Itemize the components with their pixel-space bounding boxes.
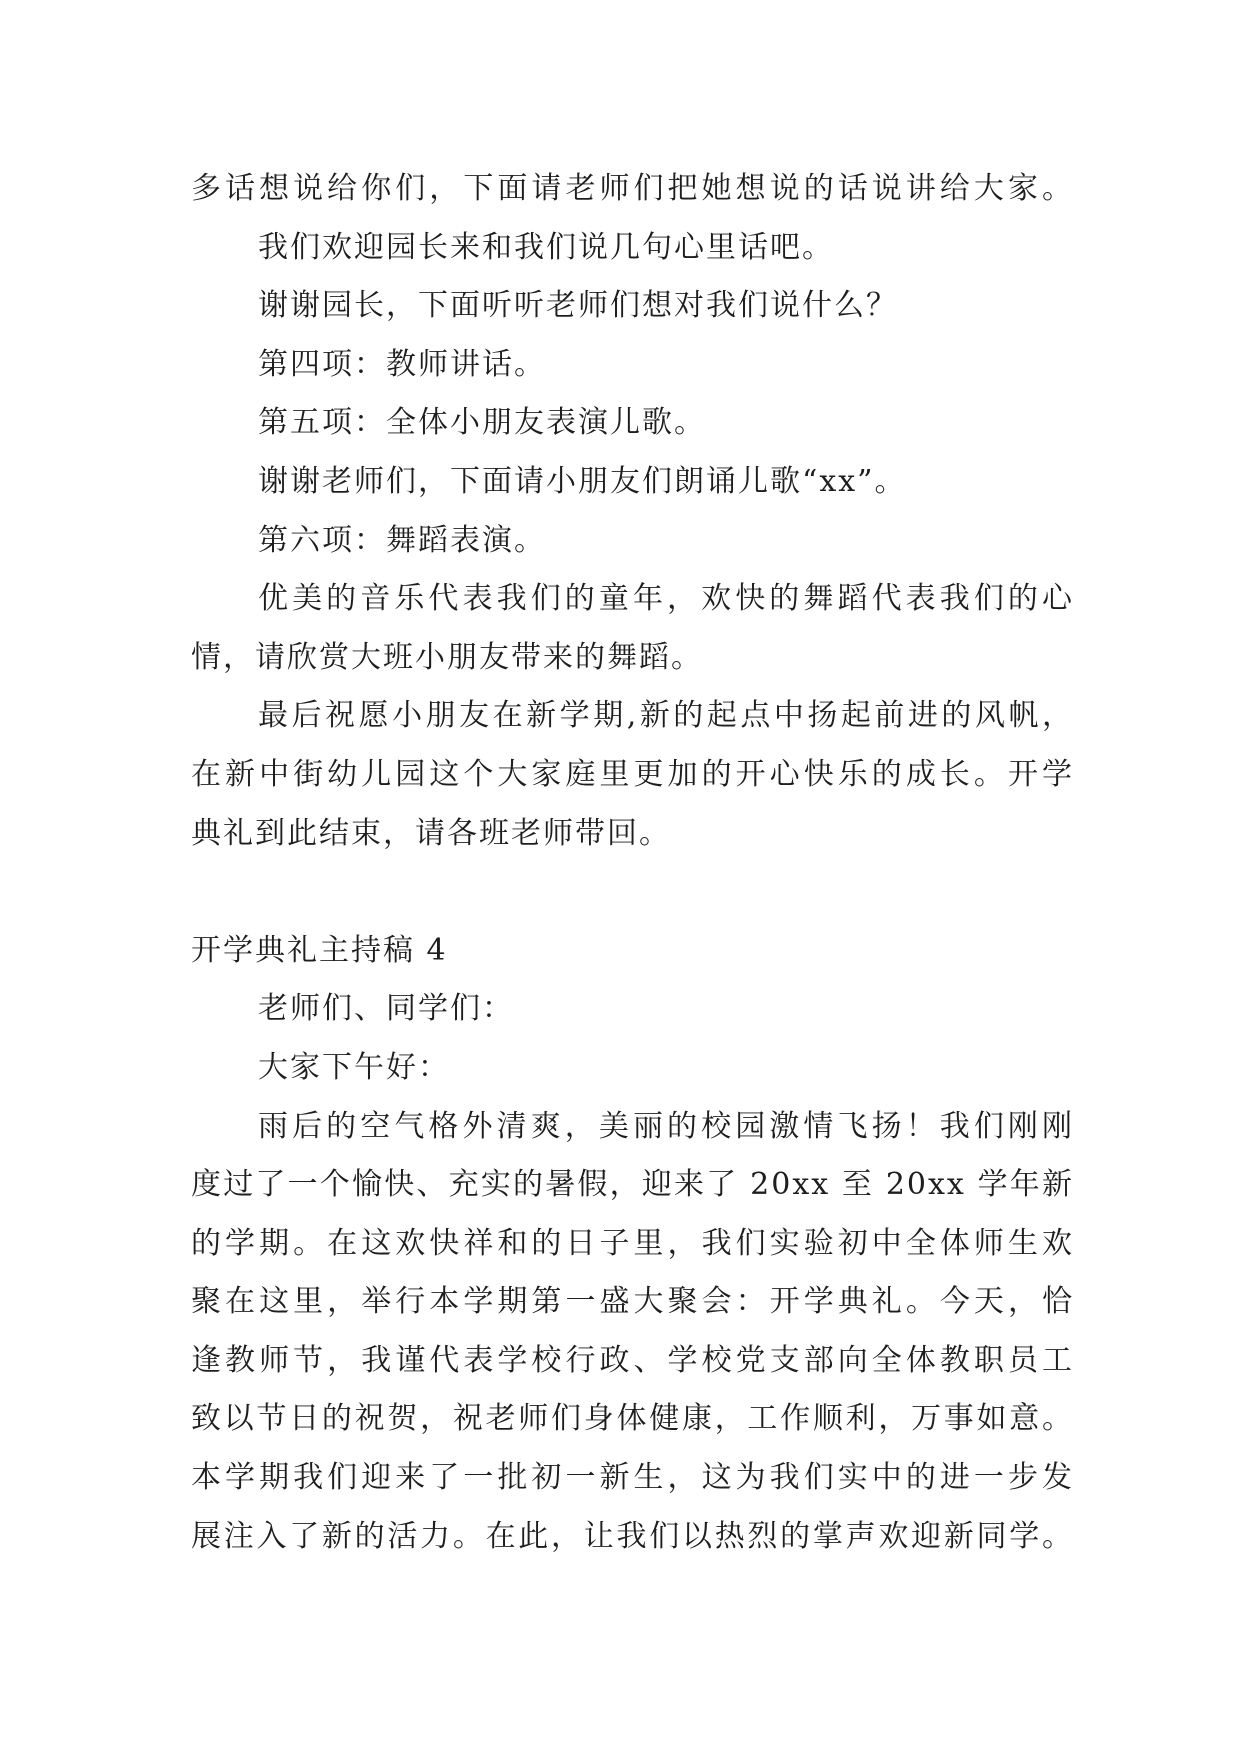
paragraph-line: 谢谢老师们，下面请小朋友们朗诵儿歌“xx”。 <box>258 463 907 499</box>
paragraph-line: 度过了一个愉快、充实的暑假，迎来了 20xx 至 20xx 学年新 <box>191 1167 1074 1203</box>
paragraph-line: 典礼到此结束，请各班老师带回。 <box>191 815 671 851</box>
section-2 <box>191 980 1074 1566</box>
paragraph-line: 致以节日的祝贺，祝老师们身体健康，工作顺利，万事如意。 <box>191 1401 1074 1437</box>
paragraph-line: 的学期。在这欢快祥和的日子里，我们实验初中全体师生欢 <box>191 1225 1074 1261</box>
paragraph-line: 本学期我们迎来了一批初一新生，这为我们实中的进一步发 <box>191 1460 1074 1496</box>
agenda-item-4: 第四项：教师讲话。 <box>258 346 546 382</box>
paragraph-line: 情，请欣赏大班小朋友带来的舞蹈。 <box>191 639 703 675</box>
paragraph-line: 逢教师节，我谨代表学校行政、学校党支部向全体教职员工 <box>191 1342 1074 1378</box>
paragraph-line: 最后祝愿小朋友在新学期,新的起点中扬起前进的风帆， <box>258 698 1074 734</box>
paragraph-line: 优美的音乐代表我们的童年，欢快的舞蹈代表我们的心 <box>258 581 1074 617</box>
paragraph-line: 雨后的空气格外清爽，美丽的校园激情飞扬！我们刚刚 <box>258 1108 1074 1144</box>
salutation: 老师们、同学们： <box>258 991 514 1027</box>
paragraph-line: 展注入了新的活力。在此，让我们以热烈的掌声欢迎新同学。 <box>191 1518 1074 1554</box>
agenda-item-5: 第五项：全体小朋友表演儿歌。 <box>258 405 706 441</box>
blank-line <box>191 863 1074 922</box>
paragraph-line: 多话想说给你们，下面请老师们把她想说的话说讲给大家。 <box>191 171 1074 206</box>
document-body <box>191 160 1074 1566</box>
section-1 <box>191 160 1074 863</box>
paragraph-line: 在新中街幼儿园这个大家庭里更加的开心快乐的成长。开学 <box>191 756 1074 792</box>
paragraph-line: 谢谢园长，下面听听老师们想对我们说什么？ <box>258 288 898 324</box>
section-heading: 开学典礼主持稿 4 <box>191 932 448 968</box>
paragraph-line: 聚在这里，举行本学期第一盛大聚会：开学典礼。今天，恰 <box>191 1284 1074 1320</box>
agenda-item-6: 第六项：舞蹈表演。 <box>258 522 546 558</box>
paragraph-line: 我们欢迎园长来和我们说几句心里话吧。 <box>258 229 834 265</box>
greeting: 大家下午好： <box>258 1049 450 1085</box>
